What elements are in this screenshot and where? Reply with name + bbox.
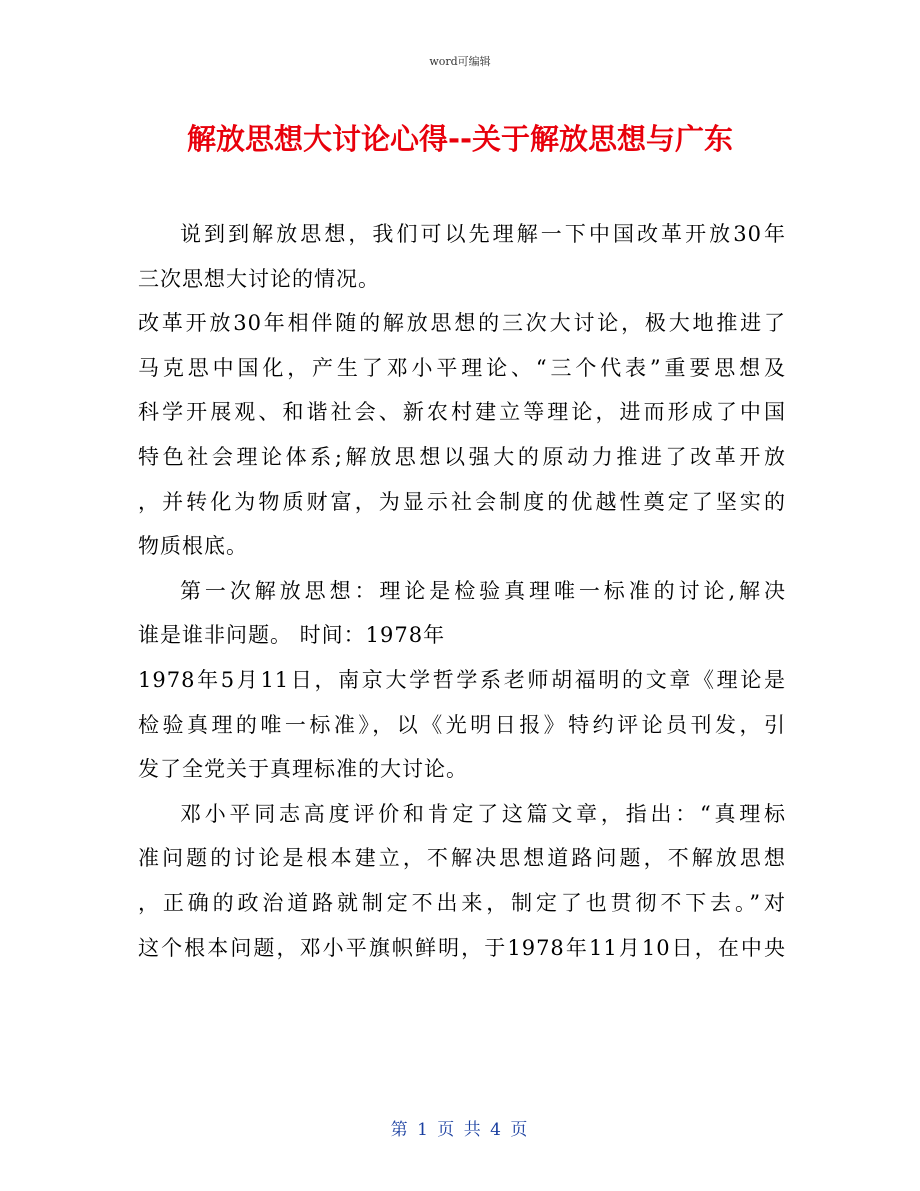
body-line: 三次思想大讨论的情况。: [138, 266, 380, 291]
document-body: [138, 212, 786, 970]
body-line: 第一次解放思想：理论是检验真理唯一标准的讨论,解决: [180, 578, 786, 603]
body-line: 检验真理的唯一标准》，以《光明日报》特约评论员刊发，引: [138, 712, 786, 737]
page-header: word可编辑: [429, 55, 491, 68]
body-line: 改革开放30年相伴随的解放思想的三次大讨论，极大地推进了: [138, 311, 786, 336]
body-line: 谁是谁非问题。 时间：1978年: [138, 623, 446, 648]
body-line: ，正确的政治道路就制定不出来，制定了也贯彻不下去。”对: [138, 890, 786, 915]
body-line: ，并转化为物质财富，为显示社会制度的优越性奠定了坚实的: [138, 489, 786, 514]
body-line: 邓小平同志高度评价和肯定了这篇文章，指出：“真理标: [180, 801, 786, 826]
page-number-footer: 第 1 页 共 4 页: [390, 1120, 530, 1140]
body-line: 1978年5月11日，南京大学哲学系老师胡福明的文章《理论是: [138, 667, 786, 692]
body-line: 说到到解放思想，我们可以先理解一下中国改革开放30年: [180, 222, 786, 246]
document-title: 解放思想大讨论心得--关于解放思想与广东: [186, 122, 734, 156]
body-line: 特色社会理论体系;解放思想以强大的原动力推进了改革开放: [138, 444, 786, 469]
body-line: 发了全党关于真理标准的大讨论。: [138, 757, 468, 782]
body-line: 科学开展观、和谐社会、新农村建立等理论，进而形成了中国: [138, 400, 786, 425]
body-line: 马克思中国化，产生了邓小平理论、“三个代表”重要思想及: [138, 355, 786, 380]
body-line: 这个根本问题，邓小平旗帜鲜明，于1978年11月10日，在中央: [138, 935, 786, 960]
body-line: 准问题的讨论是根本建立，不解决思想道路问题，不解放思想: [138, 846, 786, 871]
body-line: 物质根底。: [138, 534, 248, 559]
